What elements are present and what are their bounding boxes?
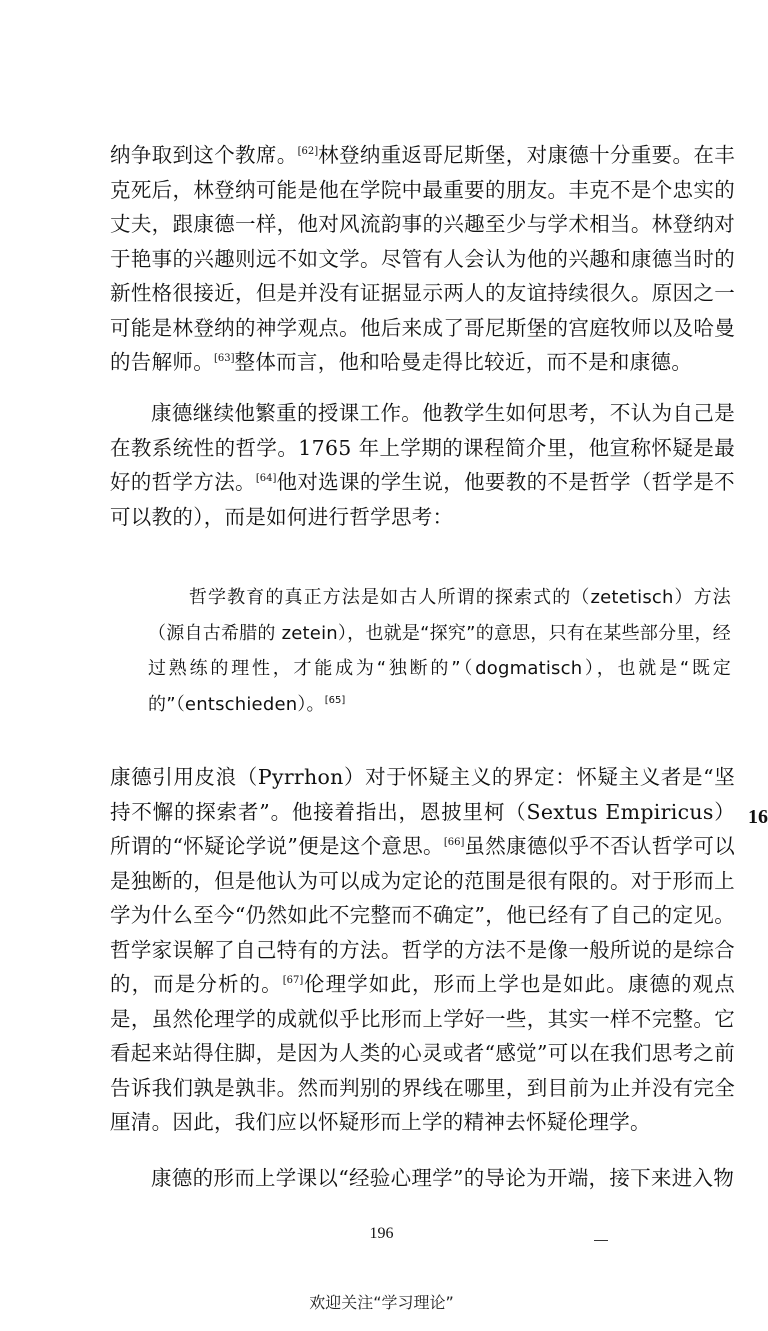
footnote-ref: [64]: [255, 473, 277, 485]
footnote-ref: [66]: [443, 837, 465, 849]
paragraph-text: 康德的形而上学课以“经验心理学”的导论为开端，接下来进入物: [151, 1166, 735, 1190]
footnote-ref: [63]: [214, 353, 235, 365]
paragraph-3: [110, 760, 735, 1140]
paragraph-text: 他对选课的学生说，他要教的不是哲学（哲学是不可以教的），而是如何进行哲学思考：: [110, 470, 735, 529]
paragraph-4: [110, 1161, 735, 1196]
paragraph-text: 康德引用皮浪（Pyrrhon）对于怀疑主义的界定：怀疑主义者是“坚持不懈的探索者”。他接着指出，恩披里柯（Sextus Empiricus）所谓的“怀疑论学说”便是这个意思。: [110, 765, 735, 858]
footnote-ref: [65]: [324, 694, 346, 706]
footer-note: 欢迎关注“学习理论”: [309, 1293, 454, 1312]
paragraph-text: 虽然康德似乎不否认哲学可以是独断的，但是他认为可以成为定论的范围是很有限的。对于形而上学为什么至今“仍然如此不完整而不确定”，他已经有了自己的定见。哲学家误解了自己特有的方法。哲学的方法不是像一般所说的是综合的，而是分析的。: [110, 834, 735, 996]
paragraph-text: 纳争取到这个教席。: [110, 143, 298, 167]
page-number: 196: [369, 1225, 394, 1242]
paragraph-text: 伦理学如此，形而上学也是如此。康德的观点是，虽然伦理学的成就似乎比形而上学好一些，其实一样不完整。它看起来站得住脚，是因为人类的心灵或者“感觉”可以在我们思考之前告诉我们孰是孰非。然而判别的界线在哪里，到目前为止并没有完全厘清。因此，我们应以怀疑形而上学的精神去怀疑伦理学。: [110, 972, 735, 1134]
paragraph-text: 林登纳重返哥尼斯堡，对康德十分重要。在丰克死后，林登纳可能是他在学院中最重要的朋友。丰克不是个忠实的丈夫，跟康德一样，他对风流韵事的兴趣至少与学术相当。林登纳对于艳事的兴趣则远不如文学。尽管有人会认为他的兴趣和康德当时的新性格很接近，但是并没有证据显示两人的友谊持续很久。原因之一可能是林登纳的神学观点。他后来成了哥尼斯堡的宫庭牧师以及哈曼的告解师。: [110, 143, 735, 374]
scan-dash-mark: [594, 1240, 608, 1241]
footnote-ref: [62]: [297, 146, 319, 158]
paragraph-1: [110, 138, 735, 380]
paragraph-text: 康德继续他繁重的授课工作。他教学生如何思考，不认为自己是在教系统性的哲学。1765 年上学期的课程简介里，他宣称怀疑是最好的哲学方法。: [110, 401, 735, 494]
paragraph-2: [110, 396, 735, 534]
paragraph-text: 整体而言，他和哈曼走得比较近，而不是和康德。: [234, 350, 693, 374]
footnote-ref: [67]: [282, 975, 304, 987]
block-quote: [148, 580, 731, 722]
edge-page-mark: 16: [748, 806, 768, 828]
quote-text: 哲学教育的真正方法是如古人所谓的探索式的（zetetisch）方法（源自古希腊的 zetein），也就是“探究”的意思，只有在某些部分里，经过熟练的理性，才能成为“独断的”（dogmatisch），也就是“既定的”（entschieden）。: [148, 587, 731, 715]
